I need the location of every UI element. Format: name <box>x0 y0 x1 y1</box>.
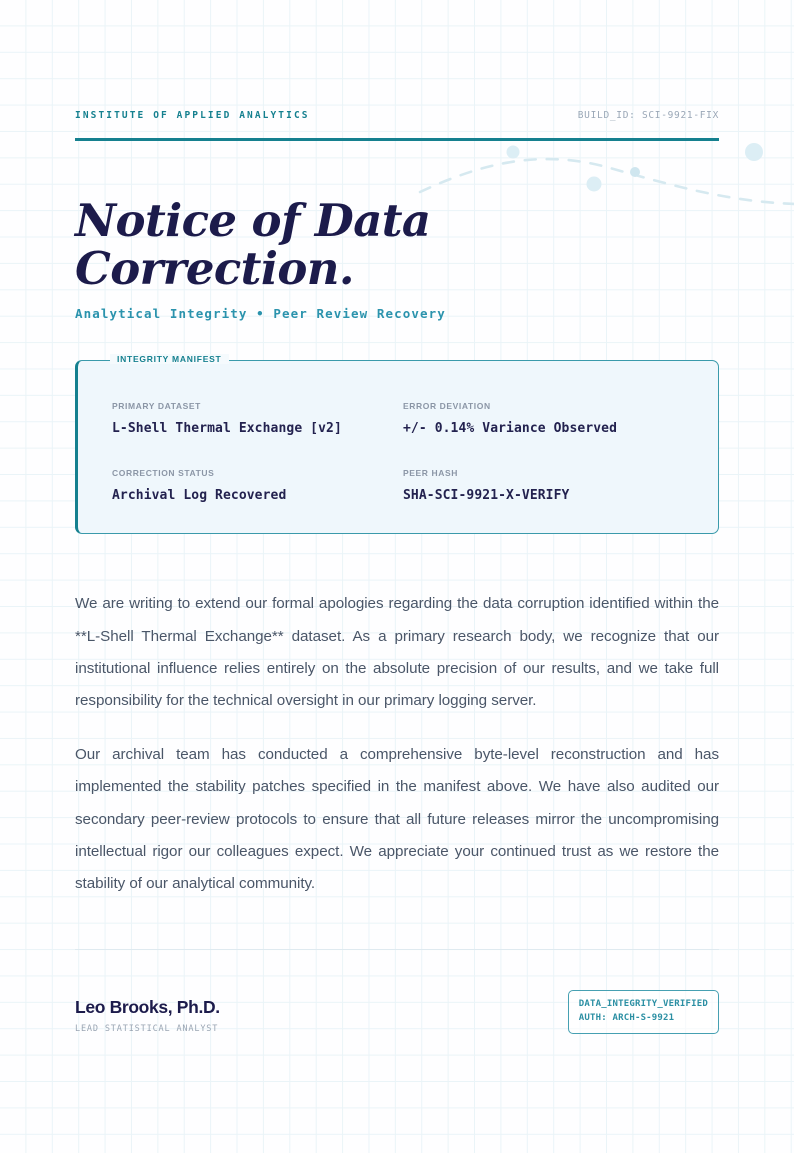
manifest-field-label: PEER HASH <box>403 468 458 479</box>
signature-block <box>75 997 220 1034</box>
manifest-field-primary-dataset <box>112 401 393 436</box>
page-title-line-1: Notice of Data <box>75 194 431 247</box>
footer-divider <box>75 949 719 950</box>
page-title-line-2: Correction. <box>75 241 354 295</box>
signatory-name: Leo Brooks, Ph.D. <box>75 997 220 1018</box>
page-subtitle: Analytical Integrity • Peer Review Recovery <box>75 306 446 322</box>
body-paragraph-1: We are writing to extend our formal apologies regarding the data corruption identified within the **L-Shell Thermal Exchange** dataset. As a primary research body, we recognize that our institutional influence relies entirely on the absolute precision of our results, and we take full responsibility for the technical oversight in our primary logging server. <box>75 595 719 710</box>
manifest-field-value: +/- 0.14% Variance Observed <box>403 421 618 437</box>
body-paragraph-2: Our archival team has conducted a comprehensive byte-level reconstruction and has implemented the stability patches specified in the manifest above. We have also audited our secondary peer-review protocols to ensure that all future releases mirror the uncompromising intellectual rigor our colleagues expect. We appreciate your continued trust as we restore the stability of our analytical community. <box>75 746 719 893</box>
manifest-field-error-deviation <box>403 401 684 436</box>
manifest-legend-label: INTEGRITY MANIFEST <box>110 354 229 364</box>
manifest-field-label: ERROR DEVIATION <box>403 401 491 412</box>
signature-footer <box>75 990 719 1034</box>
organization-name: INSTITUTE OF APPLIED ANALYTICS <box>75 110 310 121</box>
signatory-role: LEAD STATISTICAL ANALYST <box>75 1024 219 1035</box>
masthead <box>75 0 719 121</box>
integrity-manifest-card <box>75 354 719 534</box>
manifest-field-value: L-Shell Thermal Exchange [v2] <box>112 421 342 437</box>
manifest-field-value: SHA-SCI-9921-X-VERIFY <box>403 488 570 504</box>
page-title <box>75 194 495 295</box>
verification-auth-code: AUTH: ARCH-S-9921 <box>578 1012 675 1023</box>
manifest-field-correction-status <box>112 468 393 503</box>
masthead-rule <box>75 138 719 141</box>
manifest-field-grid <box>112 401 684 503</box>
manifest-field-peer-hash <box>403 468 684 503</box>
build-id: BUILD_ID: SCI-9921-FIX <box>577 110 719 121</box>
verification-badge <box>568 990 719 1034</box>
verification-status-text: DATA_INTEGRITY_VERIFIED <box>578 999 708 1010</box>
manifest-field-label: CORRECTION STATUS <box>112 468 215 479</box>
manifest-field-value: Archival Log Recovered <box>112 488 287 504</box>
letter-body <box>75 588 719 900</box>
manifest-field-label: PRIMARY DATASET <box>112 401 201 412</box>
